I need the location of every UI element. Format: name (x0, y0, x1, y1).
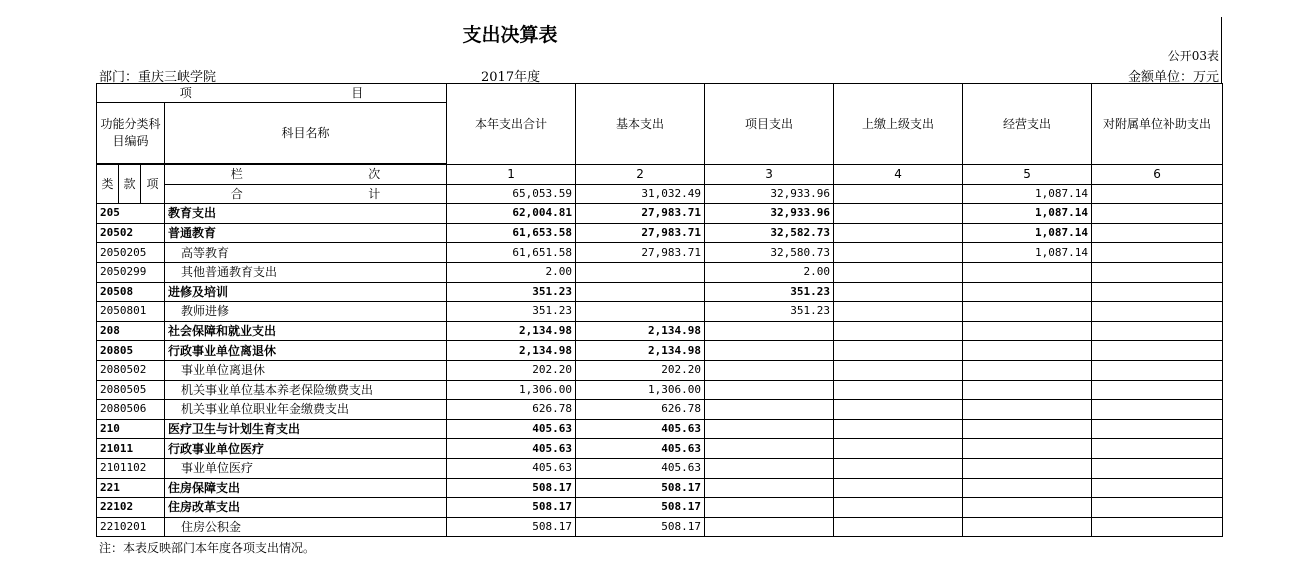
kuan-header: 款 (119, 165, 141, 204)
row-value (963, 400, 1092, 420)
table-row (97, 360, 1223, 380)
row-name: 其他普通教育支出 (165, 262, 447, 282)
row-code: 21011 (97, 439, 165, 459)
row-value (705, 419, 834, 439)
footnote: 注：本表反映部门本年度各项支出情况。 (99, 541, 316, 555)
table-row (97, 458, 1223, 478)
row-name: 事业单位医疗 (165, 458, 447, 478)
col-header-upper: 上缴上级支出 (834, 84, 963, 165)
row-name: 医疗卫生与计划生育支出 (165, 419, 447, 439)
row-value: 626.78 (576, 400, 705, 420)
row-value (834, 478, 963, 498)
col-number: 1 (447, 165, 576, 185)
row-value (834, 204, 963, 224)
row-value: 1,087.14 (963, 223, 1092, 243)
table-row (97, 478, 1223, 498)
row-name: 行政事业单位离退休 (165, 341, 447, 361)
row-value: 27,983.71 (576, 223, 705, 243)
lan-label: 栏 (230, 167, 243, 182)
row-value: 2,134.98 (447, 321, 576, 341)
row-value (705, 517, 834, 537)
row-name: 进修及培训 (165, 282, 447, 302)
total-row (97, 184, 1223, 204)
row-code: 20805 (97, 341, 165, 361)
row-value: 405.63 (576, 439, 705, 459)
table-row (97, 204, 1223, 224)
item-label-left: 项 (179, 86, 192, 100)
row-value (834, 321, 963, 341)
header-row-item (97, 84, 1223, 103)
row-value: 32,580.73 (705, 243, 834, 263)
he-label: 合 (230, 186, 243, 201)
row-value (834, 302, 963, 322)
row-value (963, 439, 1092, 459)
col-header-subsidy: 对附属单位补助支出 (1092, 84, 1223, 165)
col-header-business: 经营支出 (963, 84, 1092, 165)
row-value: 1,087.14 (963, 243, 1092, 263)
col-number: 6 (1092, 165, 1223, 185)
heji-cell (165, 184, 447, 204)
row-value (963, 360, 1092, 380)
row-name: 行政事业单位医疗 (165, 439, 447, 459)
row-value: 32,582.73 (705, 223, 834, 243)
row-value: 508.17 (576, 478, 705, 498)
table-row (97, 517, 1223, 537)
unit-label: 金额单位：万元 (1127, 70, 1219, 85)
row-value: 351.23 (705, 302, 834, 322)
col-header-basic: 基本支出 (576, 84, 705, 165)
row-name: 教育支出 (165, 204, 447, 224)
row-code: 2050801 (97, 302, 165, 322)
row-code: 2210201 (97, 517, 165, 537)
subject-name-header: 科目名称 (165, 103, 447, 164)
row-value: 508.17 (576, 517, 705, 537)
row-value: 626.78 (447, 400, 576, 420)
row-value (1092, 243, 1223, 263)
table-row (97, 262, 1223, 282)
row-value: 508.17 (447, 498, 576, 518)
row-name: 机关事业单位基本养老保险缴费支出 (165, 380, 447, 400)
row-value (834, 223, 963, 243)
row-value: 508.17 (576, 498, 705, 518)
col-header-total: 本年支出合计 (447, 84, 576, 165)
item-header-cell (97, 84, 447, 103)
ji-label: 计 (368, 186, 381, 201)
row-value: 2,134.98 (576, 341, 705, 361)
row-value (1092, 478, 1223, 498)
table-row (97, 419, 1223, 439)
row-name: 住房保障支出 (165, 478, 447, 498)
row-value (1092, 262, 1223, 282)
row-code: 20508 (97, 282, 165, 302)
row-value: 508.17 (447, 517, 576, 537)
row-name: 住房公积金 (165, 517, 447, 537)
row-value (834, 458, 963, 478)
table-row (97, 400, 1223, 420)
row-value (1092, 380, 1223, 400)
xiang-header: 项 (141, 165, 165, 204)
row-name: 普通教育 (165, 223, 447, 243)
row-value (576, 262, 705, 282)
row-value: 1,087.14 (963, 204, 1092, 224)
row-value (1092, 498, 1223, 518)
table-row (97, 223, 1223, 243)
row-value: 61,653.58 (447, 223, 576, 243)
row-code: 2101102 (97, 458, 165, 478)
year-label: 2017年度 (481, 70, 541, 85)
table-row (97, 380, 1223, 400)
department-label: 部门：重庆三峡学院 (99, 70, 217, 85)
row-code: 2080506 (97, 400, 165, 420)
row-name: 教师进修 (165, 302, 447, 322)
row-value (963, 498, 1092, 518)
row-value (834, 341, 963, 361)
row-value: 2,134.98 (447, 341, 576, 361)
row-value (834, 262, 963, 282)
row-value (963, 380, 1092, 400)
row-value (834, 517, 963, 537)
row-value (705, 341, 834, 361)
row-value (705, 439, 834, 459)
row-code: 2080505 (97, 380, 165, 400)
row-value (834, 419, 963, 439)
row-value: 405.63 (447, 419, 576, 439)
row-value (963, 478, 1092, 498)
row-value: 405.63 (576, 458, 705, 478)
item-label-right: 目 (351, 86, 364, 100)
expenditure-table (96, 83, 1223, 537)
row-value (576, 302, 705, 322)
row-value: 2.00 (705, 262, 834, 282)
row-value: 508.17 (447, 478, 576, 498)
row-value (1092, 517, 1223, 537)
total-value (834, 184, 963, 204)
func-code-header: 功能分类科目编码 (97, 103, 165, 164)
table-number: 公开03表 (1167, 49, 1219, 63)
row-value (1092, 302, 1223, 322)
total-value: 1,087.14 (963, 184, 1092, 204)
row-value: 27,983.71 (576, 243, 705, 263)
row-value (1092, 439, 1223, 459)
row-value (834, 380, 963, 400)
row-value (576, 282, 705, 302)
page-title: 支出决算表 (462, 24, 558, 46)
column-number-row (97, 165, 1223, 185)
row-value (834, 243, 963, 263)
row-value: 351.23 (447, 282, 576, 302)
row-value: 1,306.00 (447, 380, 576, 400)
row-name: 事业单位离退休 (165, 360, 447, 380)
total-value: 65,053.59 (447, 184, 576, 204)
row-value (963, 458, 1092, 478)
row-code: 2050205 (97, 243, 165, 263)
row-code: 2050299 (97, 262, 165, 282)
row-value (963, 419, 1092, 439)
row-value (963, 262, 1092, 282)
row-value: 27,983.71 (576, 204, 705, 224)
row-value (1092, 400, 1223, 420)
row-code: 205 (97, 204, 165, 224)
row-value (705, 458, 834, 478)
row-value (1092, 223, 1223, 243)
row-value (705, 380, 834, 400)
row-value: 351.23 (705, 282, 834, 302)
col-number: 2 (576, 165, 705, 185)
row-value (834, 282, 963, 302)
row-value (834, 360, 963, 380)
table-row (97, 341, 1223, 361)
row-value (834, 400, 963, 420)
row-value (1092, 321, 1223, 341)
row-name: 高等教育 (165, 243, 447, 263)
row-value: 405.63 (576, 419, 705, 439)
row-value (705, 478, 834, 498)
row-value (834, 498, 963, 518)
row-value (1092, 204, 1223, 224)
table-row (97, 243, 1223, 263)
table-row (97, 321, 1223, 341)
lanci-cell (165, 165, 447, 185)
header-divider (1221, 17, 1222, 83)
row-value (963, 341, 1092, 361)
row-code: 210 (97, 419, 165, 439)
row-value: 1,306.00 (576, 380, 705, 400)
row-value (705, 360, 834, 380)
row-value: 2,134.98 (576, 321, 705, 341)
row-code: 221 (97, 478, 165, 498)
col-number: 5 (963, 165, 1092, 185)
lei-header: 类 (97, 165, 119, 204)
row-value: 202.20 (576, 360, 705, 380)
row-code: 22102 (97, 498, 165, 518)
total-value (1092, 184, 1223, 204)
row-value: 61,651.58 (447, 243, 576, 263)
ci-label: 次 (368, 167, 381, 182)
row-value: 405.63 (447, 439, 576, 459)
row-value (834, 439, 963, 459)
row-value: 62,004.81 (447, 204, 576, 224)
row-code: 20502 (97, 223, 165, 243)
table-row (97, 439, 1223, 459)
table-row (97, 282, 1223, 302)
row-value (1092, 360, 1223, 380)
row-name: 机关事业单位职业年金缴费支出 (165, 400, 447, 420)
col-header-project: 项目支出 (705, 84, 834, 165)
row-value (963, 321, 1092, 341)
table-row (97, 302, 1223, 322)
col-number: 3 (705, 165, 834, 185)
row-value (1092, 282, 1223, 302)
row-name: 住房改革支出 (165, 498, 447, 518)
row-value (705, 321, 834, 341)
table-row (97, 498, 1223, 518)
row-value: 405.63 (447, 458, 576, 478)
row-value (1092, 419, 1223, 439)
row-code: 208 (97, 321, 165, 341)
row-value (963, 282, 1092, 302)
row-value (1092, 458, 1223, 478)
row-code: 2080502 (97, 360, 165, 380)
row-value (1092, 341, 1223, 361)
row-value: 351.23 (447, 302, 576, 322)
row-value: 2.00 (447, 262, 576, 282)
row-value (963, 517, 1092, 537)
row-value (705, 400, 834, 420)
col-number: 4 (834, 165, 963, 185)
row-value: 202.20 (447, 360, 576, 380)
row-value (963, 302, 1092, 322)
row-value (705, 498, 834, 518)
total-value: 32,933.96 (705, 184, 834, 204)
row-value: 32,933.96 (705, 204, 834, 224)
total-value: 31,032.49 (576, 184, 705, 204)
row-name: 社会保障和就业支出 (165, 321, 447, 341)
